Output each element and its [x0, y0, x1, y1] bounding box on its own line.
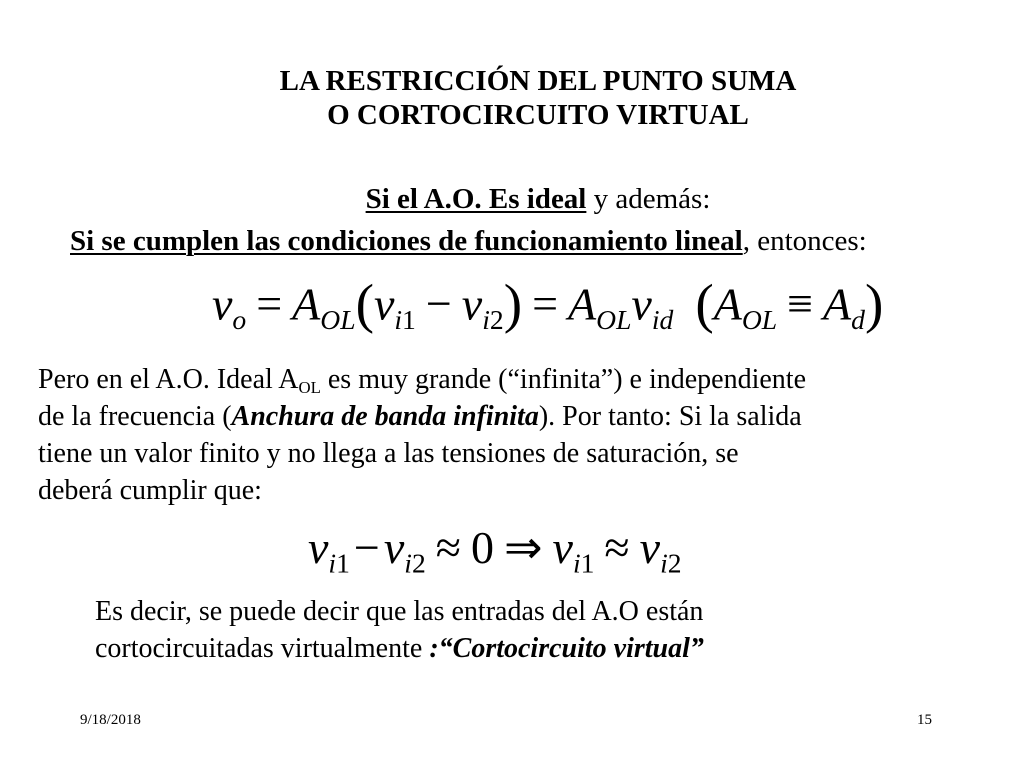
- eq1-vi1: v: [373, 278, 395, 330]
- eq2-approx-2: ≈: [604, 522, 630, 573]
- condition-line-1: [0, 182, 1024, 216]
- eq1-A-sub: OL: [320, 303, 356, 335]
- eq1-Ad: A: [823, 278, 852, 330]
- para-line-4: deberá cumplir que:: [38, 475, 262, 506]
- eq2-v4-n: 2: [667, 547, 682, 579]
- eq1-lparen-2: (: [695, 273, 714, 334]
- condition-linear: Si se cumplen las condiciones de funcionamiento lineal: [70, 225, 743, 257]
- eq2-v3-i: i: [572, 547, 581, 579]
- eq2-v4-i: i: [660, 547, 668, 579]
- eq1-vo: v: [212, 278, 233, 330]
- eq2-v1: v: [308, 522, 329, 573]
- eq1-rparen: ): [503, 273, 523, 334]
- title-line-2: O CORTOCIRCUITO VIRTUAL: [327, 99, 749, 131]
- condition-entonces: , entonces:: [742, 225, 867, 257]
- equation-virtual-short: [308, 520, 682, 579]
- eq2-zero: 0: [470, 522, 494, 573]
- condition-ideal: Si el A.O. Es ideal: [365, 183, 587, 215]
- eq1-vi1-sub-n: 1: [402, 303, 416, 335]
- eq1-Ad-sub: d: [851, 303, 865, 335]
- conclusion-l2-bi: :“Cortocircuito virtual”: [429, 633, 704, 664]
- conclusion-l2-a: cortocircuitadas virtualmente: [95, 633, 430, 664]
- conclusion-paragraph: [95, 596, 704, 664]
- eq1-rparen-2: ): [864, 273, 884, 334]
- eq2-v1-sub: [328, 548, 349, 579]
- eq1-vi2: v: [461, 278, 483, 330]
- eq1-minus: −: [425, 278, 452, 330]
- equation-open-loop-gain: [212, 272, 883, 335]
- condition-ademas: y además:: [586, 183, 711, 215]
- para-l1-b: es muy grande (“infinita”) e independiente: [320, 364, 807, 395]
- eq1-A: A: [292, 278, 321, 330]
- condition-line-2: [70, 224, 867, 258]
- eq1-vi2-sub-n: 2: [489, 303, 504, 335]
- eq2-v2-i: i: [404, 547, 412, 579]
- eq2-approx: ≈: [435, 522, 461, 573]
- eq1-vo-sub: o: [232, 303, 247, 335]
- para-l2-a: de la frecuencia (: [38, 401, 232, 432]
- eq1-equiv: ≡: [787, 278, 814, 330]
- para-l2-bi: Anchura de banda infinita: [231, 401, 539, 432]
- eq1-vid: v: [631, 278, 652, 330]
- eq2-v2: v: [383, 522, 405, 573]
- eq2-v3: v: [552, 522, 573, 573]
- eq2-v2-sub: [404, 548, 425, 579]
- eq1-A3: A: [713, 278, 742, 330]
- para-line-1: [38, 364, 807, 398]
- eq2-v4-sub: [660, 548, 681, 579]
- conclusion-line-1: Es decir, se puede decir que las entradas del A.O están: [95, 596, 704, 627]
- eq1-vi1-sub-i: i: [394, 303, 403, 335]
- slide-title: [0, 64, 1024, 132]
- eq1-A2: A: [568, 278, 597, 330]
- eq1-vi2-sub: [482, 304, 503, 335]
- para-l2-b: ). Por tanto: Si la salida: [538, 401, 802, 432]
- para-line-2: [38, 401, 806, 432]
- eq1-equals-2: =: [532, 278, 559, 330]
- eq1-equals: =: [256, 278, 283, 330]
- eq2-minus: −: [353, 522, 380, 573]
- para-line-3: tiene un valor finito y no llega a las tensiones de saturación, se: [38, 438, 739, 469]
- footer-date: 9/18/2018: [80, 712, 141, 728]
- eq1-A3-sub: OL: [741, 303, 778, 335]
- explanation-paragraph: [38, 364, 806, 506]
- para-l1-a: Pero en el A.O. Ideal A: [38, 364, 299, 395]
- eq2-v1-n: 1: [336, 547, 350, 579]
- conclusion-line-2: [95, 633, 704, 664]
- eq2-v3-n: 1: [580, 547, 595, 579]
- eq1-vi2-sub-i: i: [482, 303, 490, 335]
- eq2-v4: v: [639, 522, 661, 573]
- para-l1-sub: OL: [298, 378, 321, 398]
- eq2-v1-i: i: [328, 547, 337, 579]
- title-line-1: LA RESTRICCIÓN DEL PUNTO SUMA: [279, 65, 797, 97]
- eq1-vi1-sub: [394, 304, 415, 335]
- footer-page-number: 15: [917, 712, 932, 728]
- eq1-vid-sub: id: [651, 303, 674, 335]
- eq2-v3-sub: [573, 548, 594, 579]
- eq1-lparen: (: [355, 273, 374, 334]
- eq1-A2-sub: OL: [596, 303, 632, 335]
- eq2-v2-n: 2: [411, 547, 426, 579]
- eq2-implies: ⇒: [503, 522, 543, 573]
